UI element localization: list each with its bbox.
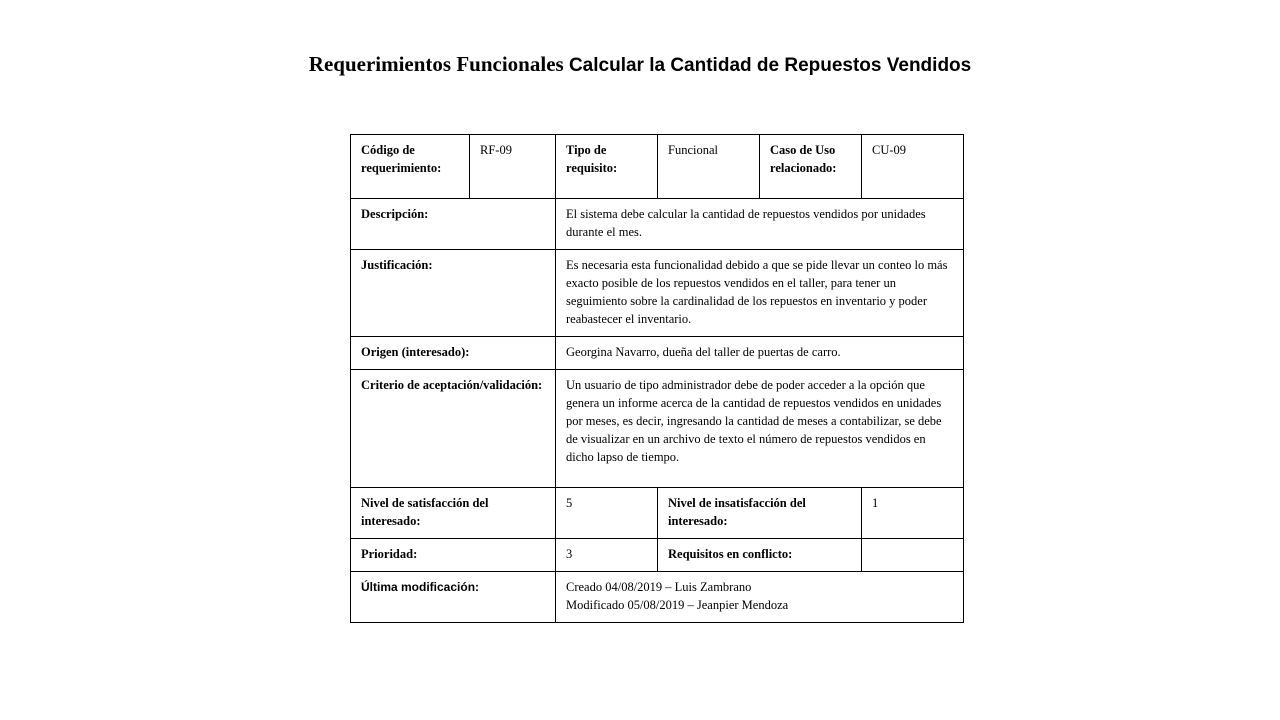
criterio-value: Un usuario de tipo administrador debe de poder acceder a la opción que genera un informe acerca de la cantidad de repuestos vendidos en unidades por meses, es decir, ingresando la cantidad de meses a contabilizar, se debe de visualizar en un archivo de texto el número de repuestos vendidos en dicho lapso de tiempo.: [556, 370, 964, 488]
criterio-label: Criterio de aceptación/validación:: [351, 370, 556, 488]
table-row: [351, 370, 964, 488]
descripcion-value: El sistema debe calcular la cantidad de repuestos vendidos por unidades durante el mes.: [556, 199, 964, 250]
caso-value: CU-09: [862, 135, 964, 199]
table-row: [351, 199, 964, 250]
table-row: [351, 488, 964, 539]
title-part-1: Requerimientos Funcionales: [308, 52, 569, 76]
table-row: [351, 572, 964, 623]
justificacion-value: Es necesaria esta funcionalidad debido a que se pide llevar un conteo lo más exacto posible de los repuestos vendidos en el taller, para tener un seguimiento sobre la cardinalidad de los repuestos en inventario y poder reabastecer el inventario.: [556, 250, 964, 337]
origen-label: Origen (interesado):: [351, 337, 556, 370]
title-part-2: Calcular la Cantidad de Repuestos Vendidos: [568, 55, 972, 76]
codigo-value: RF-09: [470, 135, 556, 199]
justificacion-label: Justificación:: [351, 250, 556, 337]
table-row: [351, 250, 964, 337]
origen-value: Georgina Navarro, dueña del taller de puertas de carro.: [556, 337, 964, 370]
tipo-label: Tipo de requisito:: [556, 135, 658, 199]
page-title: [0, 52, 1280, 77]
insatisfaccion-label: Nivel de insatisfacción del interesado:: [658, 488, 862, 539]
codigo-label: Código de requerimiento:: [351, 135, 470, 199]
tipo-value: Funcional: [658, 135, 760, 199]
modificacion-created: Creado 04/08/2019 – Luis Zambrano: [566, 580, 752, 594]
table-row: [351, 135, 964, 199]
modificacion-label: Última modificación:: [351, 572, 556, 623]
insatisfaccion-value: 1: [862, 488, 964, 539]
modificacion-modified: Modificado 05/08/2019 – Jeanpier Mendoza: [566, 598, 789, 612]
prioridad-label: Prioridad:: [351, 539, 556, 572]
caso-label: Caso de Uso relacionado:: [760, 135, 862, 199]
requirements-table: [350, 134, 964, 623]
modificacion-value: [556, 572, 964, 623]
descripcion-label: Descripción:: [351, 199, 556, 250]
satisfaccion-label: Nivel de satisfacción del interesado:: [351, 488, 556, 539]
table-row: [351, 337, 964, 370]
conflicto-value: [862, 539, 964, 572]
table-row: [351, 539, 964, 572]
satisfaccion-value: 5: [556, 488, 658, 539]
prioridad-value: 3: [556, 539, 658, 572]
conflicto-label: Requisitos en conflicto:: [658, 539, 862, 572]
